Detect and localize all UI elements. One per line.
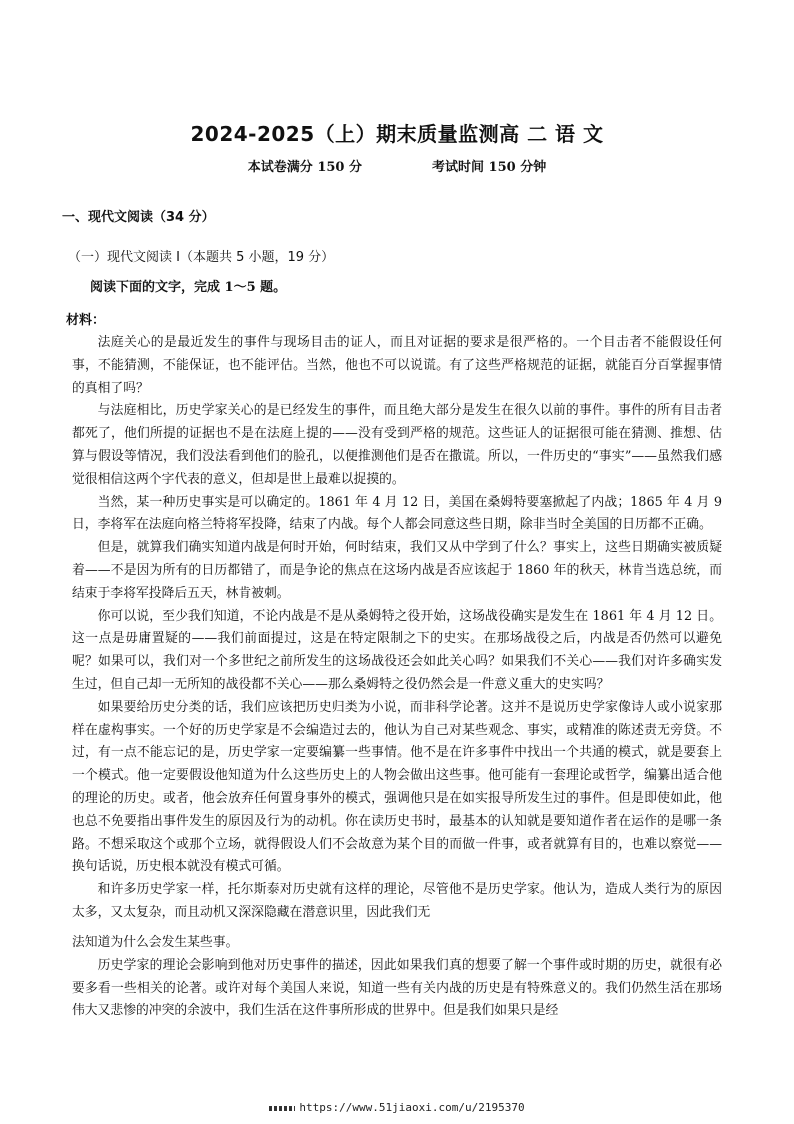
exam-title: 2024-2025（上）期末质量监测高 二 语 文 bbox=[190, 122, 604, 146]
passage-paragraph: 和许多历史学家一样，托尔斯泰对历史就有这样的理论，尽管他不是历史学家。他认为，造成人类行为的原因太多，又太复杂，而且动机又深深隐藏在潜意识里，因此我们无 bbox=[72, 882, 722, 920]
passage-paragraph: 法知道为什么会发生某些事。 bbox=[72, 935, 239, 950]
page-footer bbox=[0, 1101, 794, 1114]
passage-paragraph: 与法庭相比，历史学家关心的是已经发生的事件，而且绝大部分是发生在很久以前的事件。事件的所有目击者都死了，他们所提的证据也不是在法庭上提的——没有受到严格的规范。这些证人的证据很可能在猜测、推想、估算与假设等情况，我们没法看到他们的脸孔，以便推测他们是否在撒谎。所以，一件历史的“事实”——虽然我们感觉很相信这两个字代表的意义，但却是世上最难以捉摸的。 bbox=[72, 403, 722, 487]
reading-instruction: 阅读下面的文字，完成 1～5 题。 bbox=[90, 280, 287, 295]
passage-paragraph: 法庭关心的是最近发生的事件与现场目击的证人，而且对证据的要求是很严格的。一个目击者不能假设任何事，不能猜测，不能保证，也不能评估。当然，他也不可以说谎。有了这些严格规范的证据，就能百分百掌握事情的真相了吗？ bbox=[72, 335, 722, 396]
footer-logo-icon bbox=[269, 1106, 295, 1111]
passage-part-2 bbox=[72, 932, 722, 1023]
passage-paragraph: 如果要给历史分类的话，我们应该把历史归类为小说，而非科学论著。这并不是说历史学家像诗人或小说家那样在虚构事实。一个好的历史学家是不会编造过去的，他认为自己对某些观念、事实，或精准的陈述责无旁贷。不过，有一点不能忘记的是，历史学家一定要编纂一些事情。他不是在许多事件中找出一个共通的模式，就是要套上一个模式。他一定要假设他知道为什么这些历史上的人物会做出这些事。他可能有一套理论或哲学，编纂出适合他的理论的历史。或者，他会放弃任何置身事外的模式，强调他只是在如实报导所发生过的事件。但是即使如此，他也总不免要指出事件发生的原因及行为的动机。你在读历史书时，最基本的认知就是要知道作者在运作的是哪一条路。不想采取这个或那个立场，就得假设人们不会故意为某个目的而做一件事，或者就算有目的，也难以察觉——换句话说，历史根本就没有模式可循。 bbox=[72, 699, 722, 875]
sub-section-heading: （一）现代文阅读 I（本题共 5 小题，19 分） bbox=[68, 250, 335, 265]
material-label: 材料： bbox=[66, 313, 106, 328]
passage-paragraph: 历史学家的理论会影响到他对历史事件的描述，因此如果我们真的想要了解一个事件或时期的历史，就很有必要多看一些相关的论著。或许对每个美国人来说，知道一些有关内战的历史是有特殊意义的。我们仍然生活在那场伟大又悲惨的冲突的余波中，我们生活在这件事所形成的世界中。但是我们如果只是经 bbox=[72, 957, 722, 1019]
exam-info bbox=[0, 156, 794, 175]
passage-paragraph: 你可以说，至少我们知道，不论内战是不是从桑姆特之役开始，这场战役确实是发生在 1861 年 4 月 12 日。这一点是毋庸置疑的——我们前面提过，这是在特定限制之下的史实。在那场战役之后，内战是否仍然可以避免呢？如果可以，我们对一个多世纪之前所发生的这场战役还会如此关心吗？如果我们不关心——我们对许多确实发生过，但自己却一无所知的战役都不关心——那么桑姆特之役仍然会是一件意义重大的史实吗？ bbox=[72, 608, 722, 692]
exam-time: 考试时间 150 分钟 bbox=[432, 160, 547, 175]
passage-paragraph: 但是，就算我们确实知道内战是何时开始，何时结束，我们又从中学到了什么？事实上，这些日期确实被质疑着——不是因为所有的日历都错了，而是争论的焦点在这场内战是否应该起于 1860 年的秋天，林肯当选总统，而结束于李将军投降后五天，林肯被刺。 bbox=[72, 540, 722, 601]
passage-paragraph: 当然，某一种历史事实是可以确定的。1861 年 4 月 12 日，美国在桑姆特要塞掀起了内战；1865 年 4 月 9 日，李将军在法庭向格兰特将军投降，结束了内战。每个人都会同意这些日期，除非当时全美国的日历都不正确。 bbox=[72, 494, 722, 533]
footer-url[interactable]: https://www.51jiaoxi.com/u/2195370 bbox=[299, 1101, 525, 1114]
full-score: 本试卷满分 150 分 bbox=[247, 160, 362, 175]
passage-part-1 bbox=[72, 332, 722, 925]
section-heading: 一、现代文阅读（34 分） bbox=[62, 210, 215, 225]
